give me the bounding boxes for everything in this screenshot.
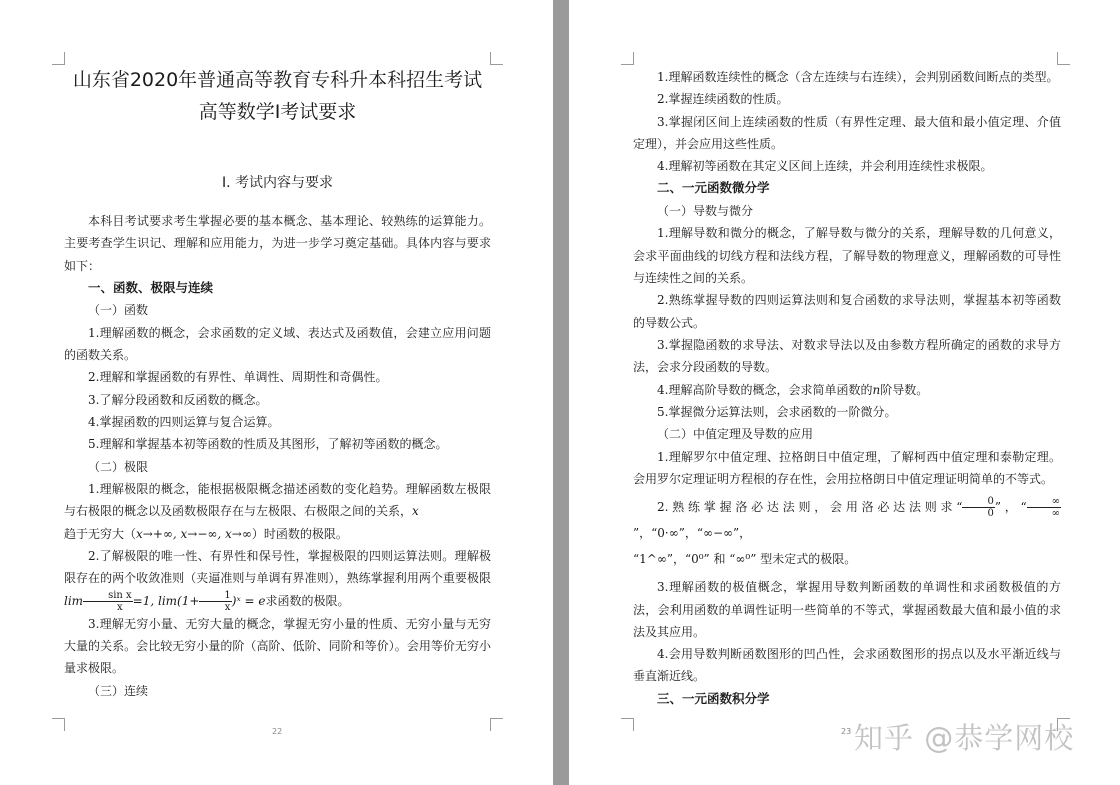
fraction-numerator: 0 (962, 496, 994, 508)
fraction-denominator: x (224, 601, 231, 613)
crop-mark (621, 718, 634, 731)
crop-mark (1057, 52, 1070, 65)
math-expression: =1, lim(1+ (132, 593, 200, 608)
list-item: 1.理解罗尔中值定理、拉格朗日中值定理，了解柯西中值定理和泰勒定理。会用罗尔定理证明方程根的存在性，会用拉格朗日中值定理证明简单的不等式。 (633, 449, 1061, 486)
page-number: 22 (272, 727, 283, 736)
text-run: 求函数的极限。 (265, 593, 350, 608)
math-expression: lim (64, 593, 84, 608)
list-item: 4.掌握函数的四则运算与复合运算。 (88, 415, 280, 430)
list-item (633, 494, 1061, 572)
list-item (633, 379, 1061, 401)
section-heading: 三、一元函数积分学 (657, 690, 770, 706)
text-run: ）时函数的极限。 (251, 526, 348, 541)
fraction-numerator: sin x (83, 590, 133, 602)
math-fraction (199, 590, 231, 613)
list-item: 2.掌握连续函数的性质。 (657, 92, 789, 107)
text-run: 阶导数。 (880, 382, 929, 397)
list-item: 3.掌握隐函数的求导法、对数求导法以及由参数方程所确定的函数的求导方法，会求分段函数的导数。 (633, 337, 1061, 375)
list-item: 4.会用导数判断函数图形的凹凸性，会求函数图形的拐点以及水平渐近线与垂直渐近线。 (633, 647, 1061, 684)
list-item: 5.理解和掌握基本初等函数的性质及其图形，了解初等函数的概念。 (88, 437, 448, 452)
part-title: I. 考试内容与要求 (221, 175, 334, 191)
math-variable: n (872, 382, 881, 397)
text-run: “1^∞”，“0⁰” 和 “∞⁰” 型未定式的极限。 (633, 552, 857, 567)
math-fraction (83, 590, 133, 613)
subsection-heading: （三）连续 (88, 683, 149, 698)
fraction-denominator: ∞ (1051, 508, 1060, 520)
list-item: 2.熟练掌握导数的四则运算法则和复合函数的求导法则，掌握基本初等函数的导数公式。 (633, 293, 1061, 330)
section-heading: 一、函数、极限与连续 (88, 279, 214, 295)
fraction-numerator: 1 (199, 590, 231, 602)
fraction-denominator: 0 (987, 508, 994, 520)
subsection-heading: （二）极限 (88, 459, 149, 474)
section-heading: 二、一元函数微分学 (657, 180, 770, 196)
list-item: 3.理解函数的极值概念，掌握用导数判断函数的单调性和求函数极值的方法，会利用函数的单调性证明一些简单的不等式，掌握函数最大值和最小值的求法及其应用。 (633, 580, 1061, 639)
list-item: 1.理解导数和微分的概念，了解导数与微分的关系，理解导数的几何意义，会求平面曲线的切线方程和法线方程，了解导数的物理意义，理解函数的可导性与连续性之间的关系。 (633, 226, 1061, 286)
list-item: 4.理解初等函数在其定义区间上连续，并会利用连续性求极限。 (657, 159, 993, 174)
list-item (64, 545, 491, 613)
page-body (64, 64, 491, 702)
text-run: 趋于无穷大（ (64, 526, 137, 541)
list-item: 5.掌握微分运算法则，会求函数的一阶微分。 (657, 404, 897, 419)
subsection-heading: （一）导数与微分 (657, 203, 754, 218)
math-expression: x→+∞, x→−∞, x→∞ (136, 526, 252, 541)
intro-paragraph: 本科目考试要求考生掌握必要的基本概念、基本理论、较熟练的运算能力。主要考查学生识记、理解和应用能力，为进一步学习奠定基础。具体内容与要求如下： (64, 214, 491, 273)
text-run: 1.理解极限的概念，能根据极限概念描述函数的变化趋势。理解函数左极限与右极限的概念以及函数极限存在与左极限、右极限之间的关系， (64, 482, 491, 519)
subsection-heading: （二）中值定理及导数的应用 (657, 427, 814, 442)
math-expression: )ˣ = e (231, 593, 266, 608)
crop-mark (490, 718, 503, 731)
crop-mark (52, 718, 65, 731)
text-run: 2.熟练掌握洛必达法则，会用洛必达法则求“ (657, 500, 963, 515)
text-run: 2.了解极限的唯一性、有界性和保号性，掌握极限的四则运算法则。理解极限存在的两个收敛准则（夹逼准则与单调有界准则），熟练掌握利用两个重要极限 (64, 549, 491, 586)
list-item: 3.掌握闭区间上连续函数的性质（有界性定理、最大值和最小值定理、介值定理），并会应用这些性质。 (633, 114, 1061, 151)
list-item: 1.理解函数的概念，会求函数的定义域、表达式及函数值，会建立应用问题的函数关系。 (64, 325, 491, 363)
page-number: 23 (841, 727, 852, 736)
page-body (633, 66, 1061, 710)
fraction-numerator: ∞ (1027, 496, 1061, 508)
text-run: ”，“ (994, 500, 1027, 515)
list-item: 1.理解函数连续性的概念（含左连续与右连续），会判别函数间断点的类型。 (657, 70, 1059, 84)
list-item: 3.理解无穷小量、无穷大量的概念，掌握无穷小量的性质、无穷小量与无穷大量的关系。会比较无穷小量的阶（高阶、低阶、同阶和等价）。会用等价无穷小量求极限。 (64, 616, 491, 676)
watermark-text: 知乎 @恭学网校 (854, 721, 1075, 755)
text-run: 4.理解高阶导数的概念，会求简单函数的 (657, 382, 873, 397)
text-run: ”，“0·∞”，“∞−∞”， (633, 526, 752, 541)
list-item (64, 478, 491, 545)
document-page-left (0, 0, 553, 785)
document-title-line1: 山东省2020年普通高等教育专科升本科招生考试 (72, 69, 483, 91)
math-fraction (962, 496, 994, 519)
crop-mark (621, 52, 634, 65)
math-fraction (1027, 496, 1061, 519)
list-item: 3.了解分段函数和反函数的概念。 (88, 392, 268, 407)
math-variable: x (412, 504, 419, 519)
document-title-line2: 高等数学Ⅰ考试要求 (198, 101, 357, 123)
crop-mark (490, 52, 503, 65)
subsection-heading: （一）函数 (88, 303, 149, 318)
list-item: 2.理解和掌握函数的有界性、单调性、周期性和奇偶性。 (88, 370, 388, 385)
document-page-right (569, 0, 1120, 785)
fraction-denominator: x (117, 601, 123, 613)
